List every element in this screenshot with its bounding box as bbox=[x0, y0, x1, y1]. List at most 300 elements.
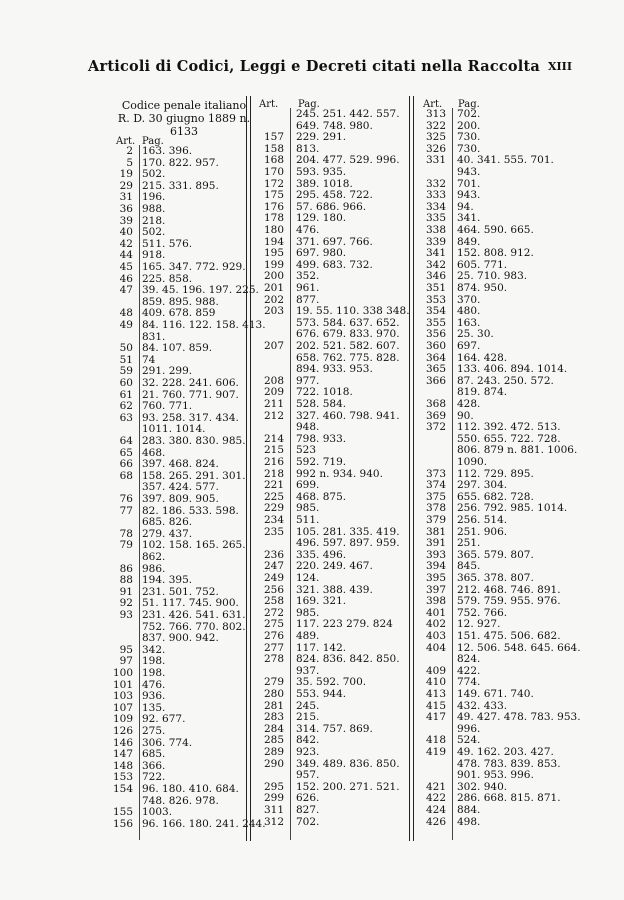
page-references: 335. 496. bbox=[296, 548, 347, 561]
page-references: 275. bbox=[142, 725, 166, 737]
page-header bbox=[0, 58, 624, 78]
article-number: 168 bbox=[263, 154, 284, 167]
page-references: 220. 249. 467. bbox=[296, 560, 373, 573]
page-references: 25. 710. 983. bbox=[457, 270, 528, 283]
article-number: 212 bbox=[263, 409, 284, 422]
article-number: 91 bbox=[119, 585, 133, 598]
page-references: 231. 501. 752. bbox=[142, 585, 219, 598]
column-divider bbox=[409, 96, 414, 841]
page-references: 357. 424. 577. bbox=[142, 481, 219, 494]
page-references: 685. 826. bbox=[142, 516, 193, 529]
page-references: 422. bbox=[457, 664, 481, 677]
article-number: 203 bbox=[263, 305, 284, 318]
article-number: 201 bbox=[263, 282, 284, 294]
article-number: 258 bbox=[263, 595, 284, 608]
page-references: 986. bbox=[142, 562, 166, 575]
page-references: 158. 265. 291. 301. bbox=[142, 469, 246, 482]
page-references: 82. 186. 533. 598. bbox=[142, 504, 239, 517]
article-number: 393 bbox=[425, 548, 446, 561]
article-number: 335 bbox=[425, 212, 446, 225]
article-number: 247 bbox=[263, 560, 284, 573]
page-references: 365. 378. 807. bbox=[457, 572, 534, 584]
article-number: 214 bbox=[263, 432, 284, 445]
article-number: 403 bbox=[425, 630, 446, 642]
page-references: 468. bbox=[142, 446, 166, 459]
page-references: 824. bbox=[457, 653, 481, 666]
col1-art-header: Art. bbox=[116, 136, 136, 147]
page-references: 697. 980. bbox=[296, 247, 347, 260]
page-references: 342. bbox=[142, 643, 166, 656]
page-references: 499. 683. 732. bbox=[296, 258, 373, 271]
article-number: 280 bbox=[263, 688, 284, 700]
article-number: 60 bbox=[119, 377, 133, 389]
art-pag-divider bbox=[290, 108, 291, 840]
art-pag-divider bbox=[452, 108, 453, 840]
page-references: 164. 428. bbox=[457, 351, 508, 364]
page-references: 302. 940. bbox=[457, 780, 508, 793]
article-number: 194 bbox=[263, 235, 284, 248]
page-references: 813. bbox=[296, 142, 320, 155]
article-number: 202 bbox=[263, 293, 284, 306]
article-number: 5 bbox=[126, 156, 133, 169]
article-number: 156 bbox=[112, 817, 133, 830]
article-number: 225 bbox=[263, 490, 284, 503]
article-number: 410 bbox=[425, 676, 446, 689]
page-references: 722. 1018. bbox=[296, 386, 353, 399]
page-references: 918. bbox=[142, 249, 166, 262]
page-references: 229. 291. bbox=[296, 131, 347, 144]
article-number: 229 bbox=[263, 502, 284, 515]
article-number: 355 bbox=[425, 316, 446, 329]
page-references: 40. 341. 555. 701. bbox=[457, 154, 554, 167]
page-references: 428. bbox=[457, 398, 481, 410]
page-references: 894. 933. 953. bbox=[296, 363, 373, 376]
page-references: 553. 944. bbox=[296, 688, 347, 700]
page-references: 722. bbox=[142, 771, 166, 784]
article-number: 375 bbox=[425, 490, 446, 503]
page-references: 92. 677. bbox=[142, 713, 186, 726]
page-references: 94. bbox=[457, 200, 474, 213]
page-references: 397. 809. 905. bbox=[142, 493, 219, 505]
page-references: 152. 808. 912. bbox=[457, 247, 534, 260]
page-references: 194. 395. bbox=[142, 574, 193, 587]
page-references: 35. 592. 700. bbox=[296, 676, 367, 689]
page-references: 204. 477. 529. 996. bbox=[296, 154, 400, 167]
article-number: 76 bbox=[119, 493, 133, 505]
page-references: 397. 468. 824. bbox=[142, 458, 219, 471]
article-number: 424 bbox=[425, 804, 446, 816]
page-references: 502. bbox=[142, 168, 166, 181]
article-number: 401 bbox=[425, 606, 446, 619]
source-heading bbox=[104, 99, 264, 138]
page-references: 845. bbox=[457, 560, 481, 573]
article-number: 334 bbox=[425, 200, 446, 213]
page-references: 550. 655. 722. 728. bbox=[457, 432, 561, 445]
article-number: 40 bbox=[119, 226, 133, 239]
article-number: 422 bbox=[425, 792, 446, 805]
page-references: 389. 1018. bbox=[296, 177, 353, 190]
page-references: 245. 251. 442. 557. bbox=[296, 108, 400, 120]
page-references: 1090. bbox=[457, 455, 488, 468]
article-number: 178 bbox=[263, 212, 284, 225]
article-number: 209 bbox=[263, 386, 284, 399]
article-number: 332 bbox=[425, 177, 446, 190]
article-number: 341 bbox=[425, 247, 446, 260]
page-references: 432. 433. bbox=[457, 699, 508, 712]
page-references: 152. 200. 271. 521. bbox=[296, 780, 400, 793]
page-references: 478. 783. 839. 853. bbox=[457, 757, 561, 770]
article-number: 126 bbox=[112, 725, 133, 737]
article-number: 360 bbox=[425, 340, 446, 352]
article-number: 278 bbox=[263, 653, 284, 666]
page-references: 774. bbox=[457, 676, 481, 689]
article-number: 103 bbox=[112, 690, 133, 703]
article-number: 221 bbox=[263, 479, 284, 492]
article-number: 77 bbox=[119, 504, 133, 517]
col1-pag-header: Pag. bbox=[142, 136, 164, 147]
article-number: 281 bbox=[263, 699, 284, 712]
page-references: 57. 686. 966. bbox=[296, 200, 367, 213]
article-number: 2 bbox=[126, 145, 133, 157]
page-references: 291. 299. bbox=[142, 365, 193, 378]
page-references: 943. bbox=[457, 165, 481, 178]
page-references: 862. bbox=[142, 550, 166, 563]
page-references: 295. 458. 722. bbox=[296, 189, 373, 202]
page-references: 231. 426. 541. 631. bbox=[142, 609, 246, 621]
page-references: 102. 158. 165. 265. bbox=[142, 539, 246, 552]
article-number: 146 bbox=[112, 736, 133, 749]
page-references: 701. bbox=[457, 177, 481, 190]
article-number: 45 bbox=[119, 261, 133, 273]
article-number: 312 bbox=[263, 815, 284, 828]
page-references: 96. 166. 180. 241. 244. bbox=[142, 817, 266, 830]
article-number: 404 bbox=[425, 641, 446, 654]
page-references: 371. 697. 766. bbox=[296, 235, 373, 248]
article-number: 311 bbox=[263, 804, 284, 816]
page-references: 752. 766. 770. 802. bbox=[142, 620, 246, 633]
page-references: 961. bbox=[296, 282, 320, 294]
article-number: 277 bbox=[263, 641, 284, 654]
art-pag-divider bbox=[139, 145, 140, 840]
page-references: 366. bbox=[142, 759, 166, 772]
article-number: 364 bbox=[425, 351, 446, 364]
article-number: 346 bbox=[425, 270, 446, 283]
page-references: 39. 45. 196. 197. 225. bbox=[142, 284, 259, 297]
article-number: 36 bbox=[119, 203, 133, 215]
article-number: 368 bbox=[425, 398, 446, 410]
page-references: 306. 774. bbox=[142, 736, 193, 749]
page-references: 90. bbox=[457, 409, 474, 422]
article-number: 409 bbox=[425, 664, 446, 677]
article-number: 351 bbox=[425, 282, 446, 294]
page-references: 19. 55. 110. 338 348. bbox=[296, 305, 410, 318]
page-references: 117. 142. bbox=[296, 641, 347, 654]
page-references: 730. bbox=[457, 142, 481, 155]
page-references: 112. 392. 472. 513. bbox=[457, 421, 561, 434]
article-number: 100 bbox=[112, 667, 133, 679]
page-references: 202. 521. 582. 607. bbox=[296, 340, 400, 352]
page-references: 468. 875. bbox=[296, 490, 347, 503]
article-number: 48 bbox=[119, 307, 133, 320]
article-number: 249 bbox=[263, 572, 284, 584]
page-references: 798. 933. bbox=[296, 432, 347, 445]
page-references: 992 n. 934. 940. bbox=[296, 467, 383, 480]
page-references: 198. bbox=[142, 667, 166, 679]
page-references: 498. bbox=[457, 815, 481, 828]
page-references: 859. 895. 988. bbox=[142, 295, 219, 308]
article-number: 379 bbox=[425, 514, 446, 526]
article-number: 195 bbox=[263, 247, 284, 260]
page-references: 215. 331. 895. bbox=[142, 179, 219, 192]
page-references: 806. 879 n. 881. 1006. bbox=[457, 444, 578, 457]
page-references: 32. 228. 241. 606. bbox=[142, 377, 239, 389]
article-number: 283 bbox=[263, 711, 284, 724]
page-references: 936. bbox=[142, 690, 166, 703]
page-references: 218. bbox=[142, 214, 166, 227]
page-references: 901. 953. 996. bbox=[457, 769, 534, 782]
page-references: 314. 757. 869. bbox=[296, 722, 373, 735]
page-references: 748. 826. 978. bbox=[142, 794, 219, 807]
article-number: 61 bbox=[119, 388, 133, 401]
page-references: 697. bbox=[457, 340, 481, 352]
page-references: 605. 771. bbox=[457, 258, 508, 271]
article-number: 381 bbox=[425, 525, 446, 538]
page-references: 124. bbox=[296, 572, 320, 584]
article-number: 284 bbox=[263, 722, 284, 735]
page-references: 215. bbox=[296, 711, 320, 724]
article-number: 19 bbox=[119, 168, 133, 181]
article-number: 394 bbox=[425, 560, 446, 573]
article-number: 391 bbox=[425, 537, 446, 550]
article-number: 299 bbox=[263, 792, 284, 805]
article-number: 331 bbox=[425, 154, 446, 167]
page-references: 133. 406. 894. 1014. bbox=[457, 363, 568, 376]
page-references: 985. bbox=[296, 502, 320, 515]
page-references: 489. bbox=[296, 630, 320, 642]
article-number: 97 bbox=[119, 655, 133, 668]
article-number: 92 bbox=[119, 597, 133, 610]
page-references: 528. 584. bbox=[296, 398, 347, 410]
page-references: 760. 771. bbox=[142, 400, 193, 413]
page-references: 256. 792. 985. 1014. bbox=[457, 502, 568, 515]
article-number: 49 bbox=[119, 319, 133, 331]
article-number: 419 bbox=[425, 746, 446, 758]
article-number: 366 bbox=[425, 374, 446, 387]
article-number: 413 bbox=[425, 688, 446, 700]
article-number: 276 bbox=[263, 630, 284, 642]
article-number: 373 bbox=[425, 467, 446, 480]
article-number: 398 bbox=[425, 595, 446, 608]
article-number: 342 bbox=[425, 258, 446, 271]
article-number: 44 bbox=[119, 249, 133, 262]
source-title: Codice penale italiano bbox=[121, 99, 247, 112]
article-number: 63 bbox=[119, 411, 133, 424]
page-references: 948. bbox=[296, 421, 320, 434]
page-references: 884. bbox=[457, 804, 481, 816]
page-references: 129. 180. bbox=[296, 212, 347, 225]
page-references: 685. bbox=[142, 748, 166, 761]
page-references: 25. 30. bbox=[457, 328, 494, 341]
page-references: 112. 729. 895. bbox=[457, 467, 534, 480]
page-references: 476. bbox=[296, 224, 320, 236]
page-references: 977. bbox=[296, 374, 320, 387]
page-references: 279. 437. bbox=[142, 527, 193, 540]
page-references: 996. bbox=[457, 722, 481, 735]
page-references: 105. 281. 335. 419. bbox=[296, 525, 400, 538]
page-references: 985. bbox=[296, 606, 320, 619]
page-references: 256. 514. bbox=[457, 514, 508, 526]
page-references: 12. 927. bbox=[457, 618, 501, 631]
page-references: 511. bbox=[296, 514, 320, 526]
article-number: 275 bbox=[263, 618, 284, 631]
article-number: 46 bbox=[119, 272, 133, 285]
page-references: 502. bbox=[142, 226, 166, 239]
page-references: 849. bbox=[457, 235, 481, 248]
page-references: 198. bbox=[142, 655, 166, 668]
page-references: 163. 396. bbox=[142, 145, 193, 157]
article-number: 101 bbox=[112, 678, 133, 691]
article-number: 170 bbox=[263, 166, 284, 178]
page-references: 200. bbox=[457, 119, 481, 132]
page-references: 937. bbox=[296, 664, 320, 677]
page-references: 827. bbox=[296, 804, 320, 816]
page-references: 702. bbox=[457, 108, 481, 120]
page-references: 1003. bbox=[142, 806, 173, 819]
article-number: 66 bbox=[119, 458, 133, 471]
article-number: 207 bbox=[263, 340, 284, 352]
article-number: 339 bbox=[425, 235, 446, 248]
page-references: 476. bbox=[142, 678, 166, 691]
article-number: 39 bbox=[119, 214, 133, 227]
page-references: 352. bbox=[296, 270, 320, 283]
page-references: 877. bbox=[296, 293, 320, 306]
article-number: 322 bbox=[425, 119, 446, 132]
article-number: 59 bbox=[119, 365, 133, 378]
page-references: 511. 576. bbox=[142, 237, 193, 250]
page-references: 370. bbox=[457, 293, 481, 306]
article-number: 172 bbox=[263, 177, 284, 190]
page-references: 658. 762. 775. 828. bbox=[296, 351, 400, 364]
article-number: 50 bbox=[119, 342, 133, 355]
page-number: XIII bbox=[548, 60, 572, 73]
article-number: 147 bbox=[112, 748, 133, 761]
article-number: 62 bbox=[119, 400, 133, 413]
article-number: 109 bbox=[112, 713, 133, 726]
page-references: 74 bbox=[142, 353, 156, 366]
article-number: 42 bbox=[119, 237, 133, 250]
article-number: 421 bbox=[425, 780, 446, 793]
page-references: 752. 766. bbox=[457, 606, 508, 619]
page-references: 212. 468. 746. 891. bbox=[457, 583, 561, 596]
article-number: 415 bbox=[425, 699, 446, 712]
page-references: 409. 678. 859 bbox=[142, 307, 216, 320]
article-number: 426 bbox=[425, 815, 446, 828]
article-number: 218 bbox=[263, 467, 284, 480]
page-references: 251. bbox=[457, 537, 481, 550]
article-number: 155 bbox=[112, 806, 133, 819]
article-number: 93 bbox=[119, 609, 133, 621]
page-references: 151. 475. 506. 682. bbox=[457, 630, 561, 642]
article-number: 397 bbox=[425, 583, 446, 596]
article-number: 107 bbox=[112, 701, 133, 714]
article-number: 354 bbox=[425, 305, 446, 318]
article-number: 68 bbox=[119, 469, 133, 482]
page-references: 196. bbox=[142, 191, 166, 204]
article-number: 79 bbox=[119, 539, 133, 552]
article-number: 65 bbox=[119, 446, 133, 459]
page-references: 819. 874. bbox=[457, 386, 508, 399]
col3-pag-header: Pag. bbox=[458, 99, 480, 110]
page-references: 824. 836. 842. 850. bbox=[296, 653, 400, 666]
page-references: 51. 117. 745. 900. bbox=[142, 597, 239, 610]
page-references: 21. 760. 771. 907. bbox=[142, 388, 239, 401]
page-references: 831. bbox=[142, 330, 166, 343]
page-references: 283. 380. 830. 985. bbox=[142, 435, 246, 447]
page-references: 699. bbox=[296, 479, 320, 492]
page-references: 251. 906. bbox=[457, 525, 508, 538]
page-references: 49. 427. 478. 783. 953. bbox=[457, 711, 581, 724]
page-references: 874. 950. bbox=[457, 282, 508, 294]
page-references: 626. bbox=[296, 792, 320, 805]
article-number: 295 bbox=[263, 780, 284, 793]
page-references: 523 bbox=[296, 444, 317, 457]
article-number: 313 bbox=[425, 108, 446, 120]
article-number: 402 bbox=[425, 618, 446, 631]
page-references: 12. 506. 548. 645. 664. bbox=[457, 641, 581, 654]
article-number: 374 bbox=[425, 479, 446, 492]
page-references: 321. 388. 439. bbox=[296, 583, 373, 596]
page-references: 170. 822. 957. bbox=[142, 156, 219, 169]
article-number: 369 bbox=[425, 409, 446, 422]
column-divider bbox=[246, 96, 251, 841]
article-number: 395 bbox=[425, 572, 446, 584]
article-number: 29 bbox=[119, 179, 133, 192]
article-number: 148 bbox=[112, 759, 133, 772]
article-number: 285 bbox=[263, 734, 284, 747]
page-references: 480. bbox=[457, 305, 481, 318]
page-references: 245. bbox=[296, 699, 320, 712]
page-references: 730. bbox=[457, 131, 481, 144]
page-references: 837. 900. 942. bbox=[142, 632, 219, 645]
page-references: 349. 489. 836. 850. bbox=[296, 757, 400, 770]
article-number: 216 bbox=[263, 456, 284, 468]
article-number: 95 bbox=[119, 643, 133, 656]
article-number: 180 bbox=[263, 224, 284, 236]
article-number: 325 bbox=[425, 131, 446, 144]
page-references: 149. 671. 740. bbox=[457, 688, 534, 700]
col2-art-header: Art. bbox=[259, 99, 279, 110]
page-references: 988. bbox=[142, 203, 166, 215]
article-number: 353 bbox=[425, 293, 446, 306]
article-number: 200 bbox=[263, 270, 284, 283]
page-references: 169. 321. bbox=[296, 595, 347, 608]
article-number: 338 bbox=[425, 224, 446, 236]
article-number: 158 bbox=[263, 142, 284, 155]
article-number: 157 bbox=[263, 131, 284, 144]
article-number: 154 bbox=[112, 783, 133, 795]
page-references: 297. 304. bbox=[457, 479, 508, 492]
article-number: 234 bbox=[263, 514, 284, 526]
page-references: 943. bbox=[457, 189, 481, 202]
page-references: 676. 679. 833. 970. bbox=[296, 328, 400, 341]
article-number: 418 bbox=[425, 734, 446, 747]
page-references: 117. 223 279. 824 bbox=[296, 618, 393, 631]
article-number: 78 bbox=[119, 527, 133, 540]
page-references: 842. bbox=[296, 734, 320, 747]
page-references: 163. bbox=[457, 316, 481, 329]
page-references: 135. bbox=[142, 701, 166, 714]
page-references: 286. 668. 815. 871. bbox=[457, 792, 561, 805]
